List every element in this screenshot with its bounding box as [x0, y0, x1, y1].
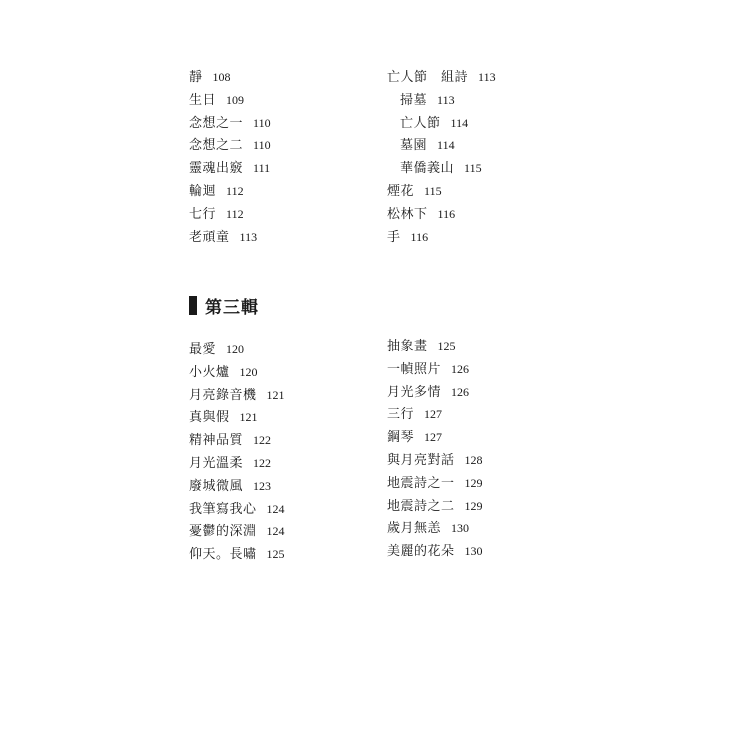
toc-entry-title: 歲月無恙: [387, 521, 442, 537]
toc-entry: [189, 520, 285, 543]
toc-entry-title: 靜: [189, 70, 203, 85]
toc-entry-title: 老頑童: [189, 229, 230, 245]
toc-entry-title: 三行: [387, 407, 415, 423]
toc-entry-page: 111: [253, 161, 271, 176]
toc-entry: [387, 403, 483, 426]
toc-entry: [387, 472, 483, 495]
toc-entry-title: 憂鬱的深淵: [189, 524, 257, 540]
toc-entry-page: 129: [464, 475, 483, 490]
toc-entry-page: 116: [410, 229, 429, 244]
toc-entry-title: 小火爐: [189, 364, 230, 380]
toc-entry-page: 112: [226, 183, 244, 198]
toc-entry-title: 地震詩之二: [387, 498, 455, 514]
toc-entry: [387, 134, 496, 157]
toc-entry-title: 月亮錄音機: [189, 387, 257, 403]
toc-entry-title: 我筆寫我心: [189, 501, 257, 517]
toc-entry-title: 靈魂出竅: [189, 161, 244, 177]
toc-entry-page: 113: [437, 92, 455, 107]
toc-entry-page: 125: [437, 339, 456, 353]
toc-entry-title: 地震詩之一: [387, 475, 455, 491]
toc-column-top-right: [387, 66, 496, 248]
toc-entry-page: 130: [451, 521, 470, 536]
toc-entry-page: 125: [266, 547, 285, 562]
toc-entry: [189, 112, 271, 135]
toc-entry-page: 115: [424, 183, 442, 198]
toc-entry-page: 128: [464, 452, 483, 467]
toc-entry: [189, 429, 285, 452]
toc-entry: [189, 338, 285, 361]
toc-entry: [189, 66, 271, 89]
toc-entry: [189, 89, 271, 112]
toc-entry-title: 掃墓: [400, 92, 428, 108]
toc-entry-page: 127: [424, 407, 443, 422]
toc-entry-page: 113: [478, 70, 496, 84]
toc-entry: [387, 203, 496, 226]
toc-entry-title: 一幀照片: [387, 361, 442, 377]
toc-entry-title: 手: [387, 229, 401, 245]
toc-entry-title: 仰天。長嘯: [189, 547, 257, 563]
toc-entry-title: 真與假: [189, 410, 230, 426]
toc-entry-page: 122: [253, 455, 272, 470]
toc-entry: [189, 406, 285, 429]
toc-entry-title: 生日: [189, 92, 217, 108]
toc-entry-title: 煙花: [387, 183, 415, 199]
toc-entry-page: 113: [239, 229, 258, 244]
toc-entry-page: 121: [239, 410, 258, 425]
toc-entry-page: 126: [451, 384, 470, 399]
toc-entry-title: 精神品質: [189, 433, 244, 449]
toc-column-top-left: [189, 66, 271, 248]
toc-entry: [189, 361, 285, 384]
toc-entry-title: 亡人節 組詩: [387, 70, 469, 85]
toc-entry-page: 123: [253, 478, 272, 493]
toc-entry: [387, 426, 483, 449]
toc-entry-title: 七行: [189, 206, 217, 222]
toc-entry-page: 129: [464, 498, 483, 513]
toc-entry: [189, 180, 271, 203]
toc-entry-title: 廢城微風: [189, 478, 244, 494]
toc-entry-page: 116: [437, 206, 456, 221]
toc-entry-page: 124: [266, 501, 285, 516]
toc-entry: [189, 384, 285, 407]
toc-entry-page: 120: [226, 342, 245, 356]
toc-entry: [387, 381, 483, 404]
toc-entry-page: 127: [424, 430, 443, 445]
toc-entry: [189, 452, 285, 475]
toc-entry-page: 122: [253, 433, 272, 448]
toc-entry: [387, 226, 496, 249]
toc-entry: [189, 157, 271, 180]
toc-entry-title: 念想之一: [189, 115, 244, 131]
toc-entry-page: 108: [212, 70, 231, 84]
toc-entry-page: 130: [464, 544, 483, 559]
toc-entry-title: 抽象畫: [387, 339, 428, 354]
toc-entry-page: 114: [437, 138, 455, 153]
section-marker-bar: [189, 296, 197, 315]
toc-entry-title: 輪迴: [189, 183, 217, 199]
toc-entry: [387, 449, 483, 472]
toc-entry: [387, 89, 496, 112]
toc-entry-title: 亡人節: [400, 115, 441, 131]
toc-entry: [189, 498, 285, 521]
toc-entry-page: 126: [451, 361, 470, 376]
toc-column-section-left: [189, 338, 285, 566]
toc-entry-page: 124: [266, 524, 285, 539]
toc-entry: [387, 335, 483, 358]
toc-column-section-right: [387, 335, 483, 563]
toc-entry-page: 121: [266, 387, 285, 402]
toc-entry-page: 112: [226, 206, 244, 221]
toc-entry: [189, 475, 285, 498]
toc-entry-page: 115: [464, 161, 482, 176]
toc-entry: [387, 358, 483, 381]
toc-entry: [387, 180, 496, 203]
toc-entry: [387, 517, 483, 540]
toc-entry-page: 110: [253, 115, 271, 130]
toc-entry-title: 華僑義山: [400, 161, 455, 177]
toc-entry-title: 月光多情: [387, 384, 442, 400]
toc-entry-page: 110: [253, 138, 271, 153]
toc-entry: [189, 203, 271, 226]
toc-entry-title: 墓園: [400, 138, 428, 154]
toc-entry-title: 月光溫柔: [189, 455, 244, 471]
toc-entry: [189, 134, 271, 157]
toc-entry: [387, 66, 496, 89]
toc-entry-page: 114: [450, 115, 469, 130]
toc-entry: [387, 112, 496, 135]
toc-entry-title: 美麗的花朵: [387, 544, 455, 560]
toc-entry-page: 120: [239, 364, 258, 379]
toc-entry-title: 鋼琴: [387, 430, 415, 446]
toc-entry-title: 與月亮對話: [387, 452, 455, 468]
section-title: 第三輯: [205, 297, 259, 318]
toc-entry-title: 最愛: [189, 342, 217, 357]
section-heading: [189, 294, 259, 316]
toc-entry: [387, 495, 483, 518]
toc-entry-title: 念想之二: [189, 138, 244, 154]
toc-entry-page: 109: [226, 92, 245, 107]
toc-entry: [189, 226, 271, 249]
toc-entry: [387, 540, 483, 563]
toc-entry-title: 松林下: [387, 206, 428, 222]
toc-entry: [189, 543, 285, 566]
toc-entry: [387, 157, 496, 180]
